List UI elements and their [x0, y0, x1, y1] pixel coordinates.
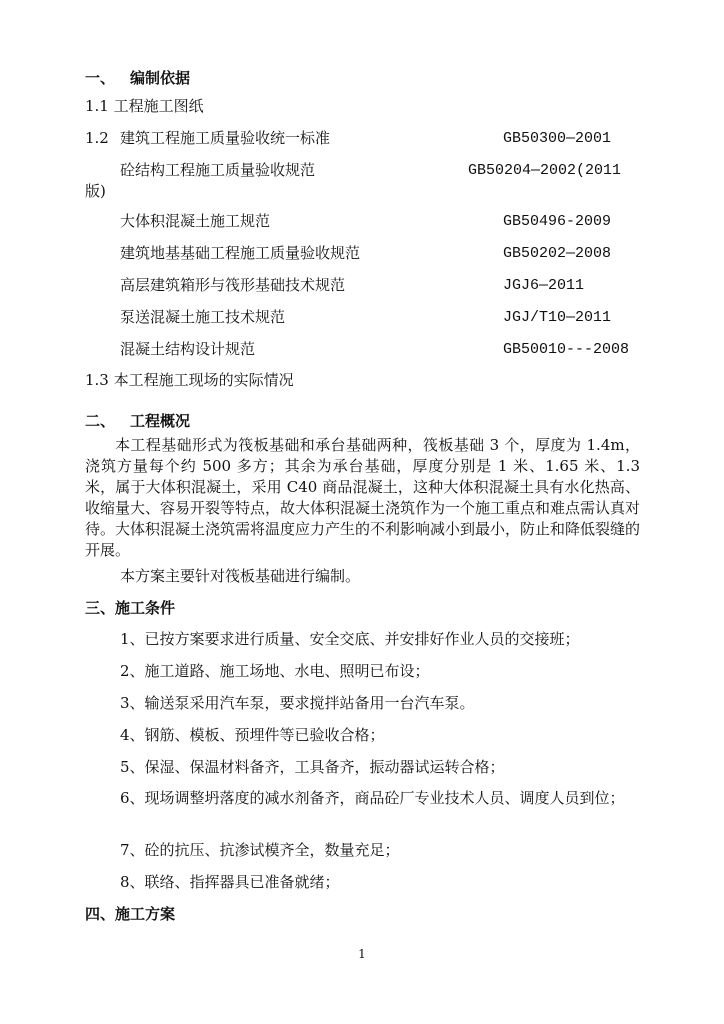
standard-name: 高层建筑箱形与筏形基础技术规范 [120, 276, 346, 294]
standard-code: GB50202—2008 [503, 245, 612, 262]
standard-code: JGJ6—2011 [503, 277, 585, 294]
section2-title: 工程概况 [130, 412, 191, 430]
standard-name: 混凝土结构设计规范 [120, 340, 256, 358]
overview-paragraph-2: 本方案主要针对筏板基础进行编制。 [120, 567, 361, 585]
item-1-3: 1.3 本工程施工现场的实际情况 [85, 371, 294, 389]
condition-item: 7、砼的抗压、抗渗试模齐全，数量充足； [120, 841, 400, 859]
condition-item: 4、钢筋、模板、预埋件等已验收合格； [120, 726, 385, 744]
standard-code: GB50010---2008 [503, 341, 630, 358]
section2-number: 二、 [85, 412, 116, 430]
section3-title: 三、施工条件 [85, 599, 176, 617]
standard-code-wrap: 版) [85, 182, 106, 200]
standard-name: 建筑工程施工质量验收统一标准 [120, 129, 331, 147]
page-number: 1 [358, 947, 366, 961]
condition-item: 1、已按方案要求进行质量、安全交底、并安排好作业人员的交接班； [120, 630, 580, 648]
standard-code: GB50496-2009 [503, 213, 612, 230]
standard-code: GB50204—2002(2011 [468, 162, 622, 179]
condition-item: 3、输送泵采用汽车泵，要求搅拌站备用一台汽车泵。 [120, 694, 475, 712]
condition-item: 8、联络、指挥器具已准备就绪； [120, 873, 340, 891]
item-1-2-prefix: 1.2 [85, 129, 109, 147]
section1-title: 编制依据 [130, 69, 191, 87]
standard-name: 大体积混凝土施工规范 [120, 212, 271, 230]
standard-name: 建筑地基基础工程施工质量验收规范 [120, 244, 361, 262]
item-1-1: 1.1 工程施工图纸 [85, 97, 204, 115]
standard-name: 泵送混凝土施工技术规范 [120, 308, 286, 326]
condition-item: 5、保湿、保温材料备齐，工具备齐，振动器试运转合格； [120, 758, 505, 776]
section1-number: 一、 [85, 69, 116, 87]
condition-item: 2、施工道路、施工场地、水电、照明已布设； [120, 662, 430, 680]
overview-paragraph: 本工程基础形式为筏板基础和承台基础两种，筏板基础 3 个，厚度为 1.4m，浇筑方量每个约 500 多方；其余为承台基础，厚度分别是 1 米、1.65 米、1.3 米，属于大体积混凝土，采用 C40 商品混凝土，这种大体积混凝土具有水化热高、收缩量大、容易开裂等特点，故大体积混凝土浇筑作为一个施工重点和难点需认真对待。大体积混凝土浇筑需将温度应力产生的不利影响减小到最小，防止和降低裂缝的开展。 [85, 436, 641, 559]
standard-name: 砼结构工程施工质量验收规范 [120, 161, 316, 179]
condition-item: 6、现场调整坍落度的减水剂备齐，商品砼厂专业技术人员、调度人员到位； [120, 789, 625, 807]
standard-code: GB50300—2001 [503, 130, 612, 147]
section4-title: 四、施工方案 [85, 905, 176, 923]
standard-code: JGJ/T10—2011 [503, 309, 612, 326]
